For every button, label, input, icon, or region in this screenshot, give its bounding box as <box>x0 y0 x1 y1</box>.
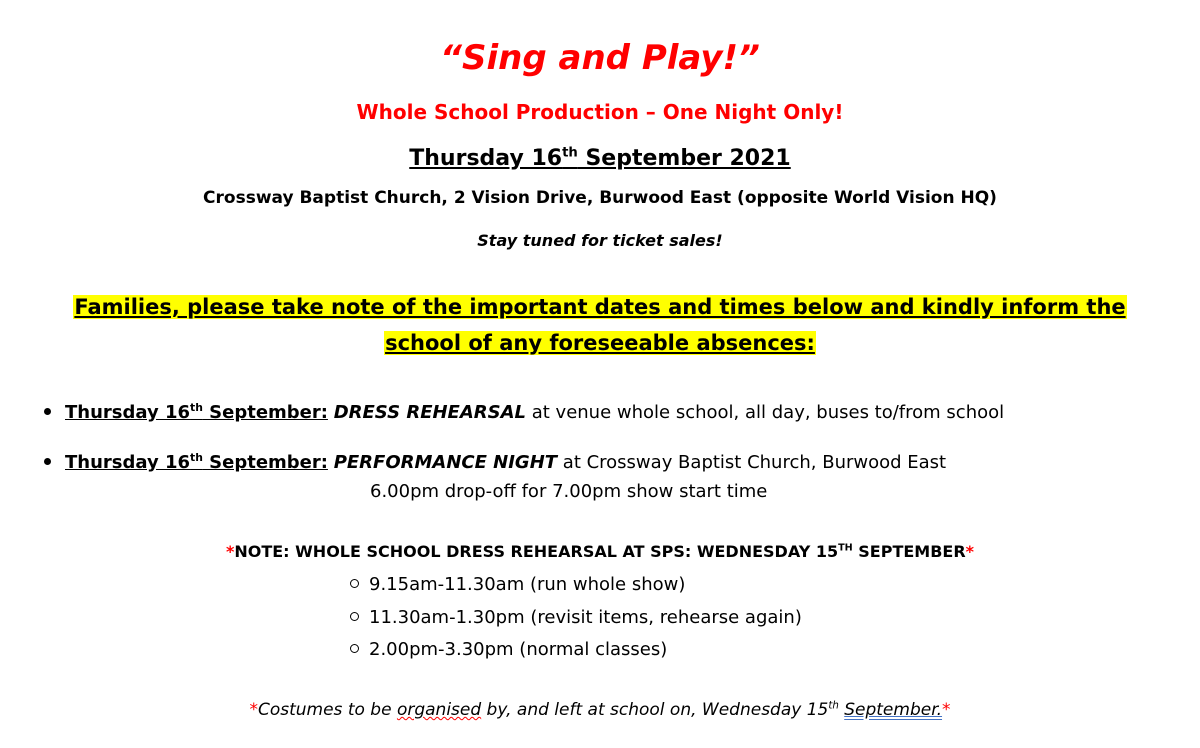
highlighted-notice-line-1 <box>0 295 1200 319</box>
note-star-close: * <box>965 542 975 561</box>
event-venue: Crossway Baptist Church, 2 Vision Drive, Burwood East (opposite World Vision HQ) <box>203 188 997 208</box>
highlighted-notice-line-2 <box>0 331 1200 355</box>
circle-bullet-icon <box>350 612 359 621</box>
schedule-event: PERFORMANCE NIGHT <box>333 452 558 473</box>
costume-text-mid: by, and left at school on, Wednesday 15 <box>481 700 829 720</box>
event-date <box>0 146 1200 171</box>
note-star-open: * <box>225 542 235 561</box>
bullet-icon <box>44 458 51 465</box>
costume-text: Costumes to be <box>257 700 397 720</box>
note-text-rest: SEPTEMBER <box>852 542 966 561</box>
schedule-date-rest: September: <box>202 452 328 473</box>
grammar-flagged-word: September. <box>844 700 943 720</box>
spelling-flagged-word: organised <box>396 700 482 720</box>
costume-date-suffix: th <box>828 700 839 712</box>
note-suffix: TH <box>838 542 853 554</box>
date-text-rest: September 2021 <box>577 146 791 171</box>
schedule-date-text: Thursday 16 <box>65 452 191 473</box>
costume-note <box>0 700 1200 720</box>
schedule-date-rest: September: <box>202 402 328 423</box>
costume-star-open: * <box>249 700 258 720</box>
notice-line-2-text: school of any foreseeable absences: <box>385 331 815 355</box>
schedule-detail-continued: 6.00pm drop-off for 7.00pm show start time <box>370 481 768 502</box>
rehearsal-time-text: 11.30am-1.30pm (revisit items, rehearse again) <box>369 607 802 628</box>
rehearsal-time-item <box>350 574 685 595</box>
schedule-date-suffix: th <box>190 401 203 414</box>
rehearsal-time-text: 2.00pm-3.30pm (normal classes) <box>369 639 668 660</box>
schedule-date-suffix: th <box>190 451 203 464</box>
schedule-detail: at venue whole school, all day, buses to/from school <box>526 402 1005 423</box>
rehearsal-time-item <box>350 607 802 628</box>
rehearsal-time-item <box>350 639 667 660</box>
event-subtitle: Whole School Production – One Night Only! <box>356 100 844 124</box>
schedule-item-dress-rehearsal <box>44 402 1004 423</box>
schedule-detail: at Crossway Baptist Church, Burwood East <box>557 452 947 473</box>
ticket-notice: Stay tuned for ticket sales! <box>477 231 723 250</box>
costume-star-close: * <box>942 700 951 720</box>
notice-line-1-text: Families, please take note of the important dates and times below and kindly inform the <box>74 295 1126 319</box>
schedule-item-performance-night <box>44 452 946 473</box>
schedule-event: DRESS REHEARSAL <box>333 402 527 423</box>
schedule-date-label <box>65 402 328 423</box>
event-title: “Sing and Play!” <box>440 38 760 78</box>
rehearsal-note <box>0 542 1200 561</box>
date-suffix: th <box>562 145 578 161</box>
circle-bullet-icon <box>350 644 359 653</box>
note-text: NOTE: WHOLE SCHOOL DRESS REHEARSAL AT SPS: WEDNESDAY 15 <box>234 542 839 561</box>
bullet-icon <box>44 408 51 415</box>
schedule-date-label <box>65 452 328 473</box>
circle-bullet-icon <box>350 579 359 588</box>
rehearsal-time-text: 9.15am-11.30am (run whole show) <box>369 574 686 595</box>
schedule-date-text: Thursday 16 <box>65 402 191 423</box>
date-text: Thursday 16 <box>409 146 563 171</box>
